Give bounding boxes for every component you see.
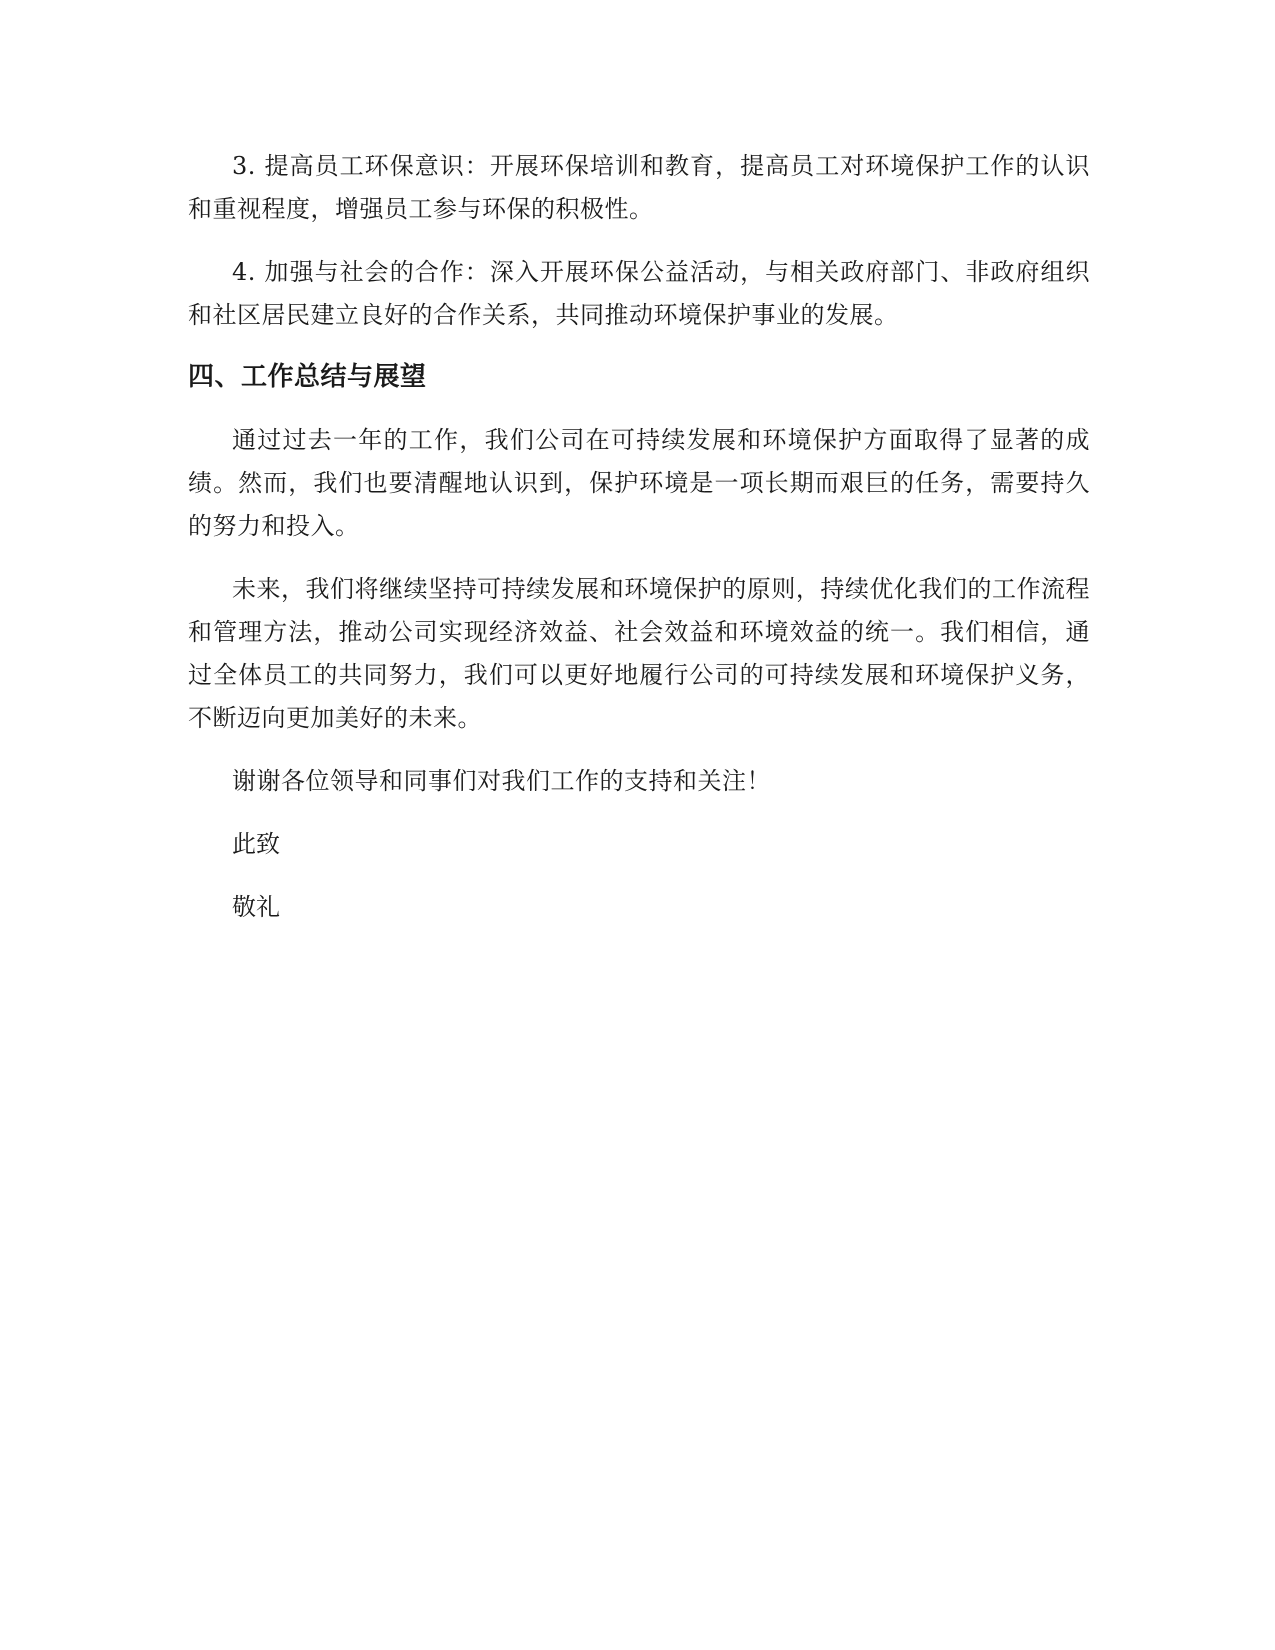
paragraph-outlook: 未来，我们将继续坚持可持续发展和环境保护的原则，持续优化我们的工作流程和管理方法，推动公司实现经济效益、社会效益和环境效益的统一。我们相信，通过全体员工的共同努力，我们可以更好地履行公司的可持续发展和环境保护义务，不断迈向更加美好的未来。 (188, 575, 1090, 732)
salutation-line: 敬礼 (232, 893, 280, 921)
paragraph-social-cooperation: 4. 加强与社会的合作：深入开展环保公益活动，与相关政府部门、非政府组织和社区居民建立良好的合作关系，共同推动环境保护事业的发展。 (188, 258, 1090, 329)
section-heading: 四、工作总结与展望 (188, 362, 427, 392)
paragraph-summary: 通过过去一年的工作，我们公司在可持续发展和环境保护方面取得了显著的成绩。然而，我们也要清醒地认识到，保护环境是一项长期而艰巨的任务，需要持久的努力和投入。 (188, 426, 1090, 540)
paragraph-thanks: 谢谢各位领导和同事们对我们工作的支持和关注！ (232, 767, 771, 795)
document-body (188, 145, 1090, 949)
closing-line: 此致 (232, 830, 280, 858)
paragraph-employee-awareness: 3. 提高员工环保意识：开展环保培训和教育，提高员工对环境保护工作的认识和重视程度，增强员工参与环保的积极性。 (188, 152, 1090, 223)
